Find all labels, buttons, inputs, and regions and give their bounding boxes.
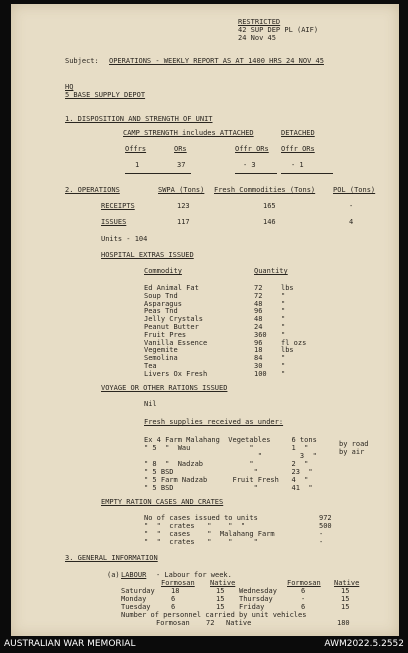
footer-accession-number: AWM2022.5.2552: [324, 639, 404, 649]
labour-native: 15: [341, 595, 350, 603]
fresh-supplies-title: Fresh supplies received as under:: [144, 418, 284, 426]
labour-formosan: 6: [301, 587, 306, 595]
value-detached: - 1: [291, 161, 304, 169]
labour-native: 15: [341, 603, 350, 611]
report-date: 24 Nov 45: [238, 34, 276, 42]
classification: RESTRICTED: [238, 18, 281, 26]
issues-swpa: 117: [177, 218, 190, 226]
personnel-native-value: 180: [337, 619, 350, 627]
quantity-header: Quantity: [254, 267, 288, 275]
addressee-hq: HQ: [65, 83, 74, 91]
hospital-item-unit: ": [281, 354, 286, 363]
labour-day: Monday: [121, 595, 147, 603]
hospital-item-unit: ": [281, 330, 286, 339]
col-pol: POL (Tons): [333, 186, 376, 194]
issues-label: ISSUES: [101, 218, 127, 226]
hospital-item-qty: 18: [254, 346, 263, 355]
hospital-item-unit: ": [281, 307, 286, 316]
labour-formosan: 6: [301, 603, 306, 611]
labour-formosan: 18: [171, 587, 180, 595]
empty-cases-line: " " crates " " ": [144, 522, 246, 530]
hospital-item-name: Ed Animal Fat: [144, 284, 199, 292]
footer-bar: [0, 636, 408, 653]
hospital-item-name: Jelly Crystals: [144, 315, 204, 324]
fresh-supply-line: " 8 " Nadzab " 2 ": [144, 460, 309, 468]
hospital-item-unit: lbs: [281, 284, 294, 292]
hospital-item-unit: fl ozs: [281, 338, 307, 347]
subject-text: OPERATIONS - WEEKLY REPORT AS AT 1400 HRS 24 NOV 45: [109, 57, 324, 65]
section1-title: 1. DISPOSITION AND STRENGTH OF UNIT: [65, 115, 213, 123]
hospital-item-name: Peas Tnd: [144, 307, 178, 316]
voyage-title: VOYAGE OR OTHER RATIONS ISSUED: [101, 384, 228, 392]
hospital-item-qty: 72: [254, 284, 263, 292]
empty-cases-line: No of cases issued to units: [144, 514, 258, 522]
rule: [125, 173, 191, 174]
labour-formosan: 6: [171, 595, 176, 603]
issues-fresh: 146: [263, 218, 276, 226]
receipts-fresh: 165: [263, 202, 276, 210]
hospital-item-qty: 96: [254, 307, 263, 316]
col-swpa: SWPA (Tons): [158, 186, 205, 194]
unit-designation: 42 SUP DEP PL (AIF): [238, 26, 319, 34]
value-offrs: 1: [135, 161, 140, 169]
hospital-item-unit: ": [281, 362, 286, 370]
labour-formosan: -: [301, 595, 306, 603]
labour-native: 15: [216, 587, 225, 595]
hospital-item-name: Asparagus: [144, 299, 182, 308]
empty-cases-line: " " crates " " ": [144, 538, 258, 546]
fresh-supply-line: " 3 ": [144, 452, 317, 460]
footer-credit: AUSTRALIAN WAR MEMORIAL: [4, 639, 136, 649]
col-formosan-2: Formosan: [287, 579, 321, 587]
commodity-header: Commodity: [144, 267, 182, 275]
fresh-supply-line: Ex 4 Farm Malahang Vegetables 6 tons: [144, 436, 317, 444]
rule: [281, 173, 333, 174]
labour-suffix: - Labour for week.: [156, 571, 232, 579]
col-offrs: Offrs: [125, 145, 147, 153]
hospital-item-qty: 96: [254, 338, 263, 347]
issues-pol: 4: [349, 218, 354, 226]
labour-day: Wednesday: [239, 587, 277, 595]
fresh-supply-line: " 5 BSD " 41 ": [144, 484, 313, 492]
labour-day: Tuesday: [121, 603, 151, 611]
col-detached: Offr ORs: [281, 145, 315, 153]
empty-cases-value: -: [319, 538, 324, 546]
units-count: Units - 104: [101, 235, 148, 243]
hospital-item-name: Tea: [144, 362, 157, 370]
detached-label: DETACHED: [281, 129, 315, 137]
hospital-item-qty: 48: [254, 315, 263, 324]
hospital-item-unit: ": [281, 299, 286, 308]
receipts-swpa: 123: [177, 202, 190, 210]
hospital-item-name: Fruit Pres: [144, 330, 187, 339]
personnel-line: Number of personnel carried by unit vehicles: [121, 611, 307, 619]
hospital-item-name: Soup Tnd: [144, 291, 178, 300]
fresh-supply-line: " 5 " Wau " 1 ": [144, 444, 309, 452]
value-ors: 37: [177, 161, 186, 169]
col-ors: ORs: [174, 145, 187, 153]
hospital-item-qty: 48: [254, 299, 263, 308]
labour-native: 15: [216, 603, 225, 611]
hospital-item-qty: 72: [254, 291, 263, 300]
hospital-item-name: Livers Ox Fresh: [144, 369, 208, 378]
receipts-label: RECEIPTS: [101, 202, 135, 210]
hospital-item-unit: ": [281, 323, 286, 331]
fresh-supply-line: " 5 Farm Nadzab Fruit Fresh 4 ": [144, 476, 309, 484]
labour-day: Friday: [239, 603, 265, 611]
hospital-extras-title: HOSPITAL EXTRAS ISSUED: [101, 251, 194, 259]
hospital-item-unit: ": [281, 315, 286, 324]
empty-cases-value: -: [319, 530, 324, 538]
rule: [235, 173, 277, 174]
labour-day: Thursday: [239, 595, 273, 603]
hospital-item-qty: 30: [254, 362, 263, 370]
labour-formosan: 6: [171, 603, 176, 611]
section3-title: 3. GENERAL INFORMATION: [65, 554, 158, 562]
subject-label: Subject:: [65, 57, 99, 65]
value-attached: - 3: [243, 161, 256, 169]
hospital-item-name: Semolina: [144, 354, 178, 363]
labour-title: LABOUR: [121, 571, 147, 579]
hospital-item-name: Vegemite: [144, 346, 178, 355]
personnel-formosan-value: 72: [206, 619, 215, 627]
section2-title: 2. OPERATIONS: [65, 186, 120, 194]
col-attached: Offr ORs: [235, 145, 269, 153]
hospital-item-qty: 24: [254, 323, 263, 331]
voyage-value: Nil: [144, 400, 157, 408]
hospital-item-name: Vanilla Essence: [144, 338, 208, 347]
empty-cases-line: " " cases " Malahang Farm: [144, 530, 275, 538]
empty-cases-value: 972: [319, 514, 332, 522]
labour-day: Saturday: [121, 587, 155, 595]
camp-strength-label: CAMP STRENGTH includes ATTACHED: [123, 129, 254, 137]
receipts-pol: -: [349, 202, 354, 210]
document-page: [11, 4, 399, 636]
hospital-item-name: Peanut Butter: [144, 323, 199, 331]
labour-native: 15: [341, 587, 350, 595]
personnel-formosan-label: Formosan: [156, 619, 190, 627]
hospital-item-qty: 360: [254, 330, 267, 339]
col-native-1: Native: [210, 579, 236, 587]
hospital-item-unit: lbs: [281, 346, 294, 355]
hospital-item-qty: 84: [254, 354, 263, 363]
col-formosan-1: Formosan: [161, 579, 195, 587]
empty-cases-value: 500: [319, 522, 332, 530]
fresh-by-road: by road: [339, 440, 369, 448]
fresh-by-air: by air: [339, 448, 365, 456]
col-fresh: Fresh Commodities (Tons): [214, 186, 316, 194]
fresh-supply-line: " 5 BSD " 23 ": [144, 468, 313, 476]
labour-native: 15: [216, 595, 225, 603]
labour-prefix: (a): [107, 571, 120, 579]
personnel-native-label: Native: [226, 619, 252, 627]
empty-cases-title: EMPTY RATION CASES AND CRATES: [101, 498, 224, 506]
addressee-depot: 5 BASE SUPPLY DEPOT: [65, 91, 146, 99]
hospital-item-qty: 100: [254, 369, 267, 378]
hospital-item-unit: ": [281, 291, 286, 300]
col-native-2: Native: [334, 579, 360, 587]
hospital-item-unit: ": [281, 369, 286, 378]
